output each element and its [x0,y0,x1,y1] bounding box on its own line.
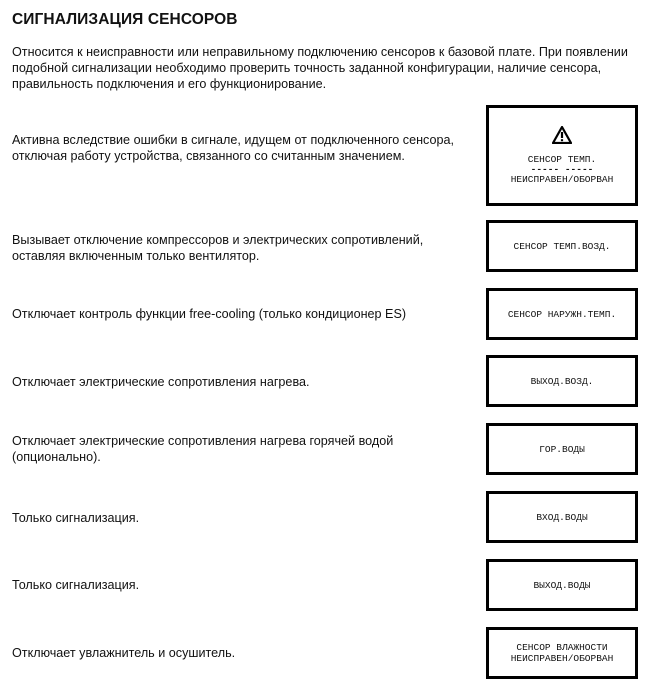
display-line-1: СЕНСОР НАРУЖН.ТЕМП. [507,308,617,320]
row-description: Только сигнализация. [12,578,140,592]
row-description: Активна вследствие ошибки в сигнале, идущем от подключенного сенсора, отключая работу устройства, связанного со считанным значением. [12,133,455,163]
warning-triangle-icon [552,126,572,144]
display-panel [486,288,638,340]
display-line-1: СЕНСОР ВЛАЖНОСТИ [516,642,608,653]
display-line-1: ВХОД.ВОДЫ [536,511,588,523]
display-line-1: ВЫХОД.ВОДЫ [533,579,591,591]
display-panel [486,491,638,543]
display-dashes: ----- ----- [530,164,594,175]
display-panel [486,423,638,475]
display-line-1: ГОР.ВОДЫ [539,443,585,455]
display-panel [486,105,638,206]
row-description: Вызывает отключение компрессоров и электрических сопротивлений, оставляя включенным только вентилятор. [12,233,424,263]
row-description: Только сигнализация. [12,511,140,525]
display-panel [486,559,638,611]
display-panel [486,220,638,272]
row-description: Отключает электрические сопротивления нагрева. [12,375,310,389]
display-line-1: СЕНСОР ТЕМП.ВОЗД. [513,240,611,252]
row-description: Отключает контроль функции free-cooling (только кондиционер ES) [12,307,407,321]
display-panel [486,355,638,407]
intro-paragraph: Относится к неисправности или неправильному подключению сенсоров к базовой плате. При появлении подобной сигнализации необходимо проверить точность заданной конфигурации, наличие сенсора, правильность подключения и его функционирование. [12,45,628,91]
display-line-1: ВЫХОД.ВОЗД. [530,375,594,387]
display-line-2: НЕИСПРАВЕН/ОБОРВАН [510,653,614,664]
row-description: Отключает увлажнитель и осушитель. [12,646,236,660]
page-title: СИГНАЛИЗАЦИЯ СЕНСОРОВ [12,11,238,28]
row-description: Отключает электрические сопротивления нагрева горячей водой (опционально). [12,434,394,464]
display-panel [486,627,638,679]
display-line-1: СЕНСОР ТЕМП. [527,154,597,165]
display-line-3: НЕИСПРАВЕН/ОБОРВАН [510,174,614,185]
